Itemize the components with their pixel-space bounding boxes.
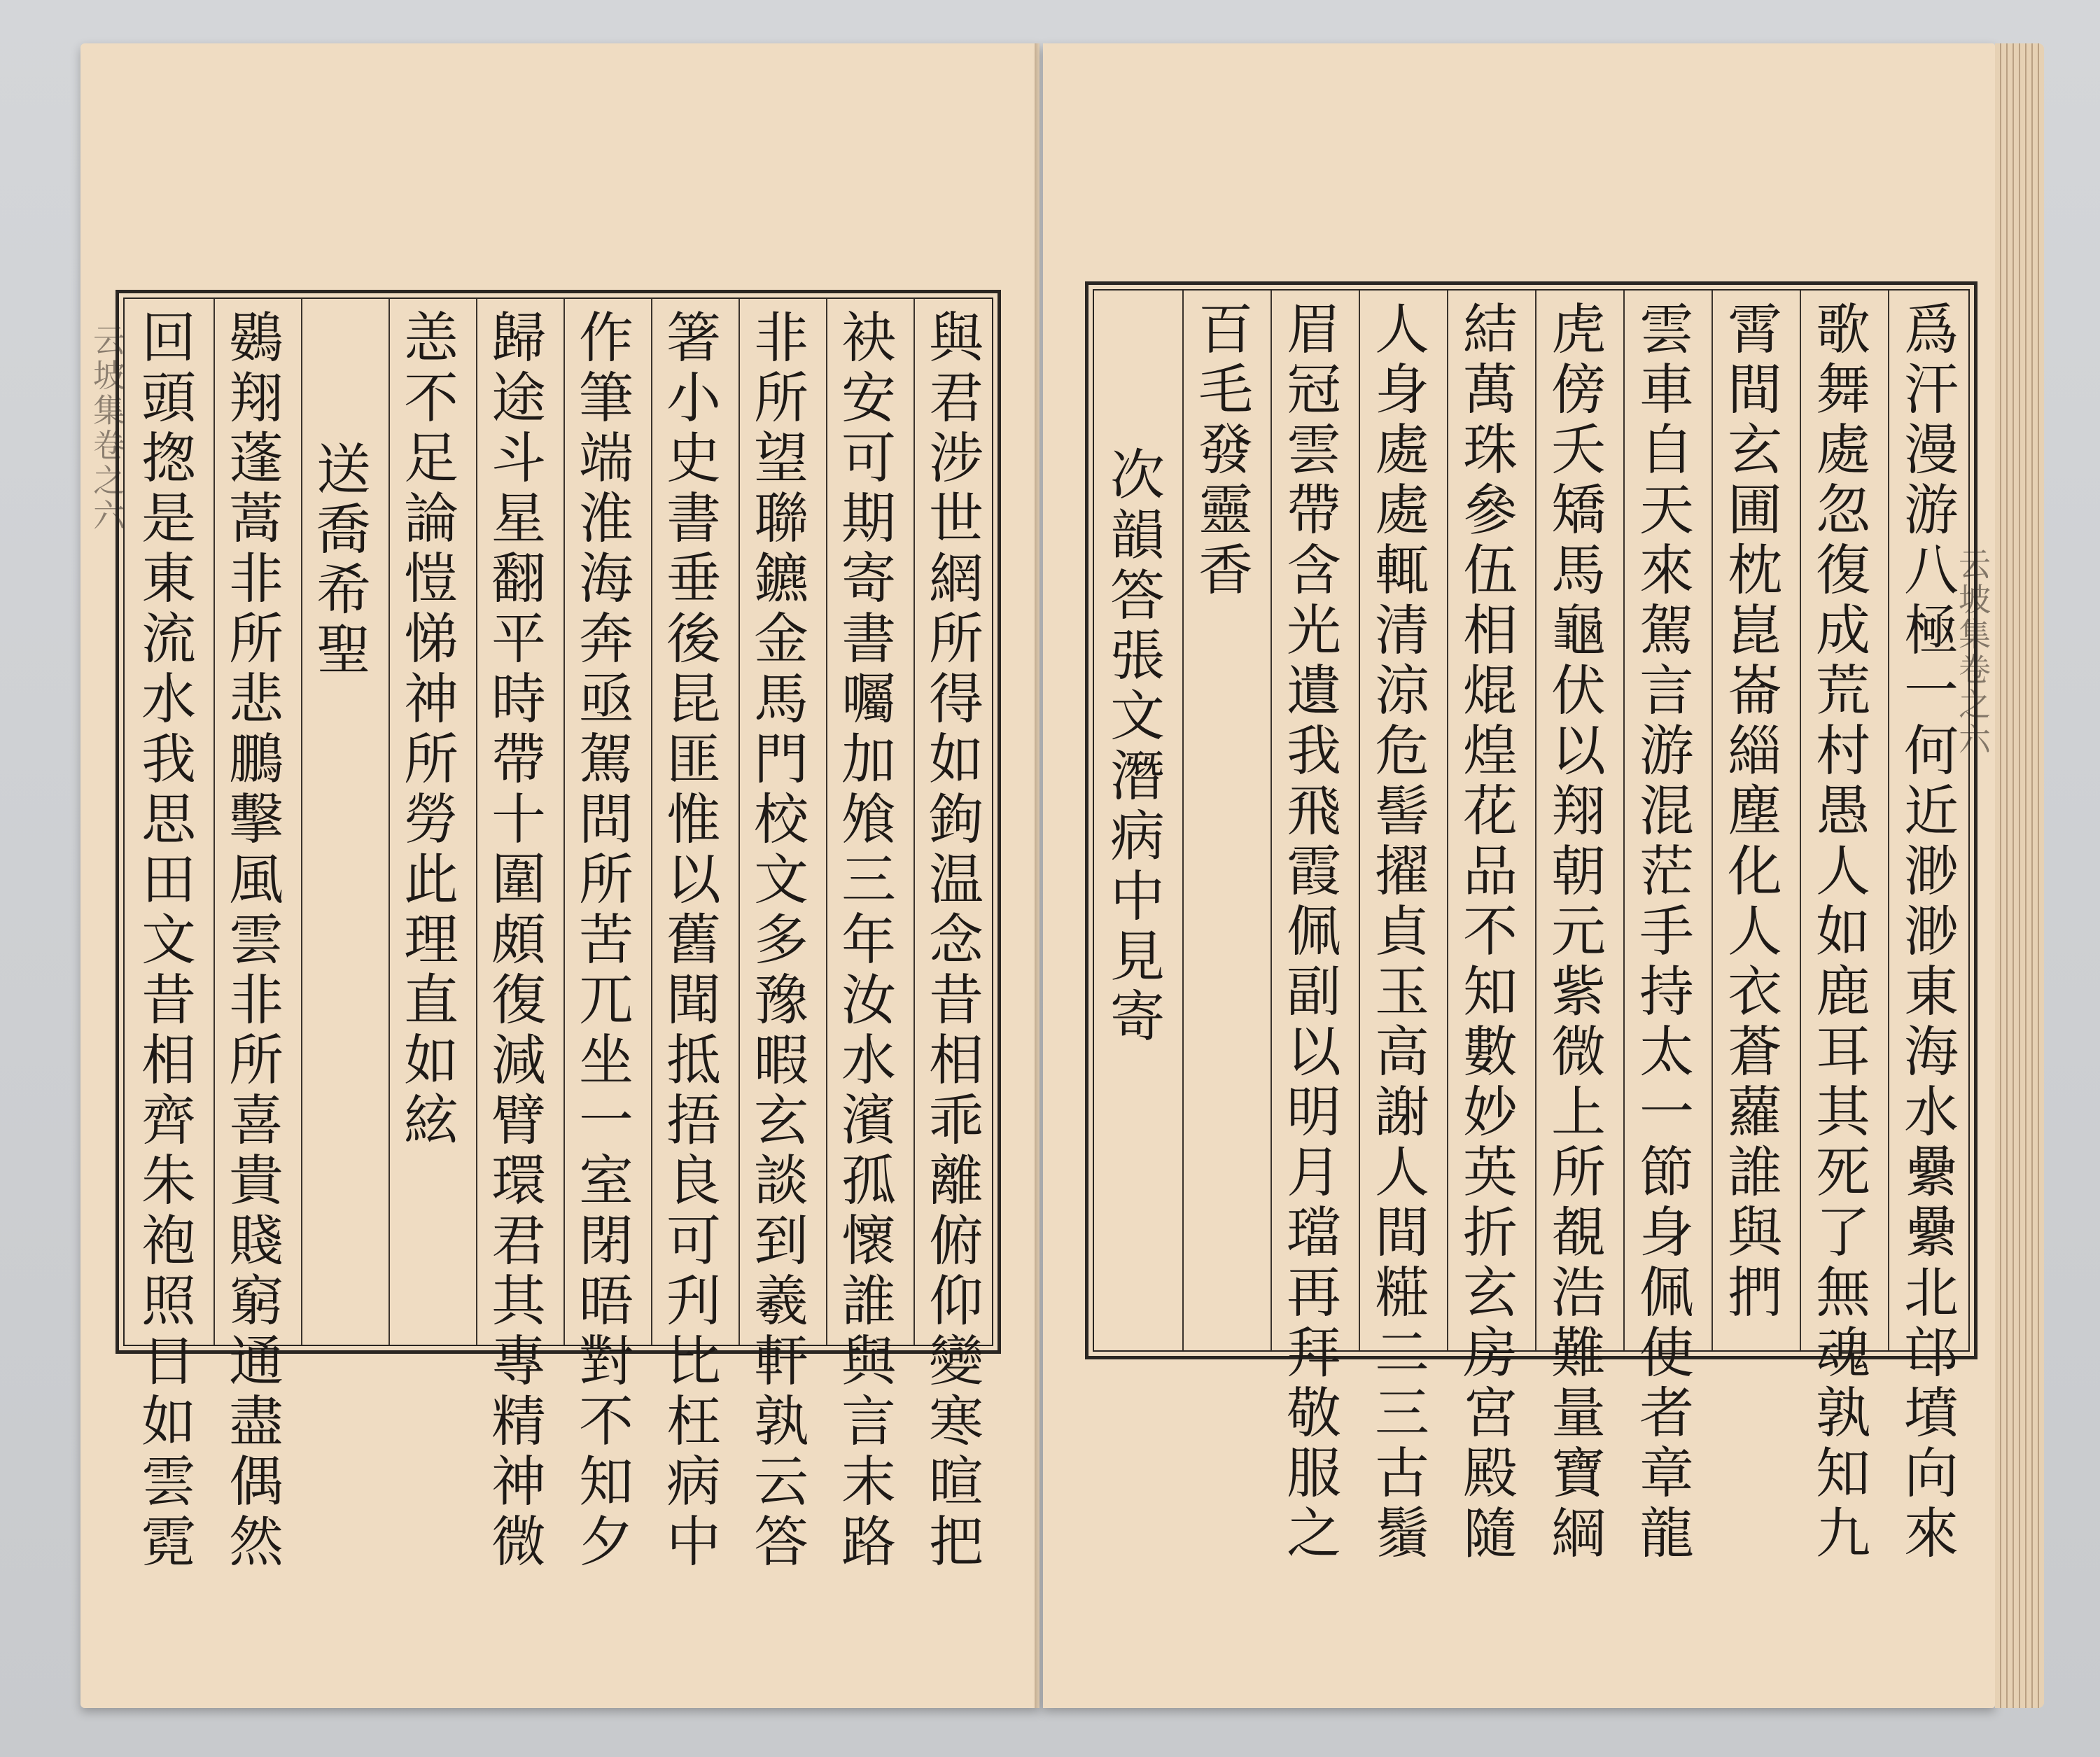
right-page [1043, 43, 1995, 1708]
left-column-5: 作筆端淮海奔亟駕問所苦兀坐一室閉晤對不知夕 [570, 309, 633, 1573]
left-column-3: 非所望聯鑣金馬門校文多豫暇玄談到羲軒孰云答 [745, 309, 808, 1573]
right-column-8: 眉冠雲帶含光遺我飛霞佩副以明月璫再拜敬服之 [1278, 300, 1340, 1564]
left-column-9: 鷃翔蓬蒿非所悲鵬擊風雲非所喜貴賤窮通盡偶然 [220, 309, 283, 1573]
right-column-3: 霄間玄圃枕崑崙緇塵化人衣蒼蘿誰與捫 [1718, 300, 1782, 1324]
left-page [80, 43, 1040, 1708]
right-column-4: 雲車自天來駕言游混茫手持太一節身佩使者章龍 [1630, 300, 1693, 1564]
right-poem-title: 次韻答張文潛病中見寄 [1101, 446, 1164, 1048]
right-column-1: 爲汗漫游八極一何近渺渺東海水纍纍北邙墳向來 [1895, 300, 1958, 1564]
right-column-2: 歌舞處忽復成荒村愚人如鹿耳其死了無魂孰知九 [1807, 300, 1870, 1564]
left-column-4: 箸小史書垂後昆匪惟以舊聞抵捂良可刋比枉病中 [657, 309, 720, 1573]
right-column-6: 結萬珠參伍相焜煌花品不知數妙英折玄房宮殿隨 [1454, 300, 1517, 1564]
right-column-9: 百毛發靈香 [1189, 300, 1252, 601]
right-column-7: 人身處處輒清涼危髻擢貞玉高謝人間糚二三古鬚 [1366, 300, 1429, 1564]
left-poem-title: 送喬希聖 [307, 440, 370, 681]
left-text-frame [115, 290, 1001, 1573]
left-column-10: 回頭揔是東流水我思田文昔相齊朱袍照日如雲霓 [132, 309, 195, 1573]
left-column-7: 恙不足論愷悌神所勞此理直如絃 [395, 309, 458, 1152]
left-column-6: 歸途斗星翻平時帶十圍頗復減臂環君其專精神微 [482, 309, 545, 1573]
left-column-1: 與君涉世網所得如鉤温念昔相乖離俯仰變寒暄把 [920, 309, 983, 1573]
page-edges [1995, 43, 2044, 1708]
right-page-margin-label: 云坡集卷之六 [1954, 547, 1991, 757]
left-page-margin-label: 云坡集卷之六 [88, 323, 126, 533]
right-column-5: 虎傍夭矯馬龜伏以翔朝元紫微上所覩浩難量寶綱 [1542, 300, 1605, 1564]
left-column-2: 袂安可期寄書囑加飧三年汝水濱孤懷誰與言末路 [832, 309, 895, 1573]
right-text-frame [1085, 281, 1977, 1564]
